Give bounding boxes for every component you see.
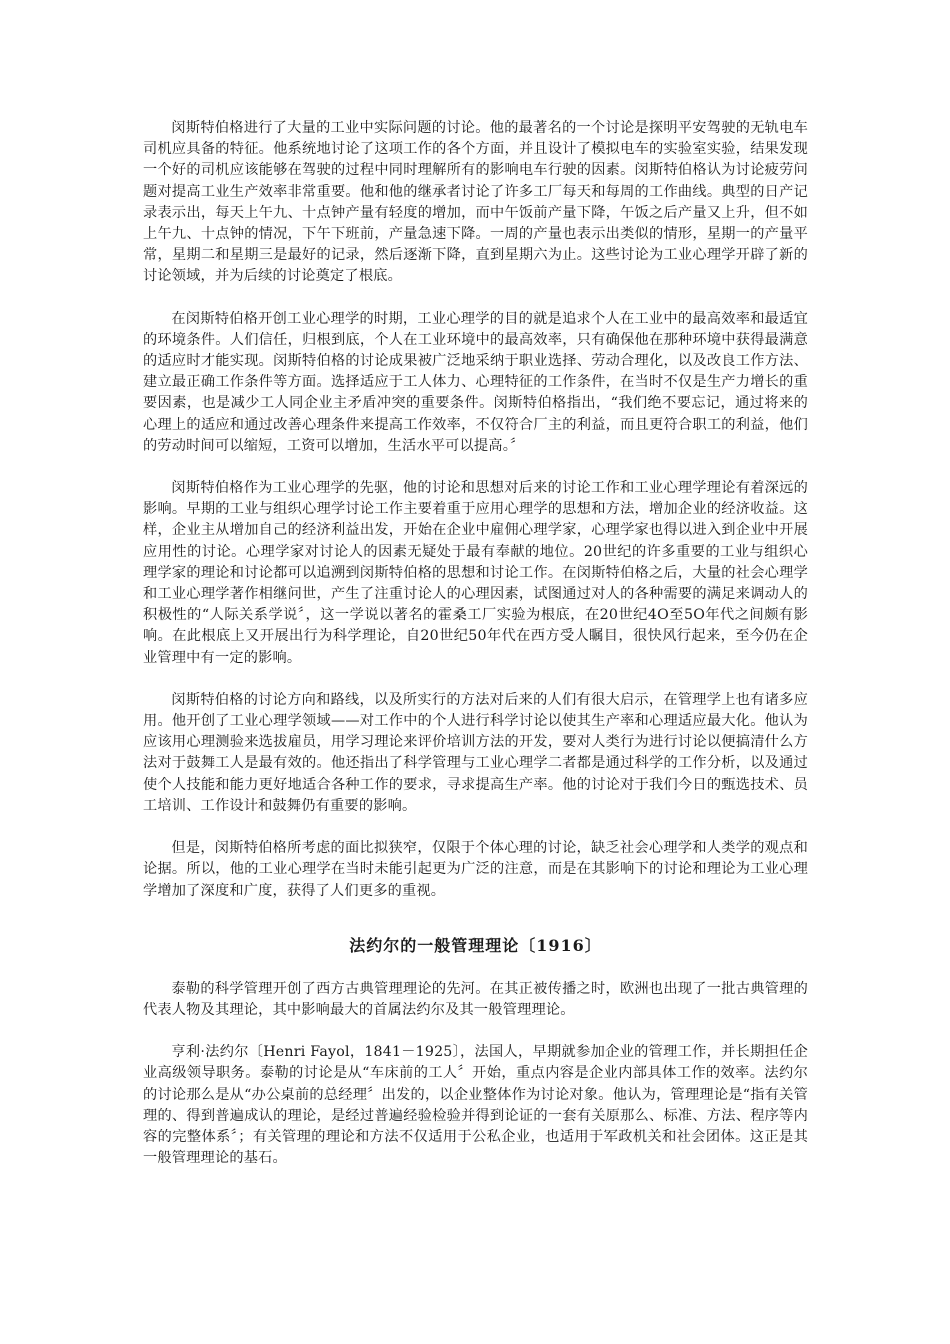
paragraph-spacer xyxy=(143,817,808,838)
paragraph-limitations: 但是，闵斯特伯格所考虑的面比拟狭窄，仅限于个体心理的讨论，缺乏社会心理学和人类学的观点和论据。所以，他的工业心理学在当时未能引起更为广泛的注意，而是在其影响下的讨论和理论为工业心理学增加了深度和广度，获得了人们更多的重视。 xyxy=(143,840,808,899)
paragraph-munsterberg-research: 闵斯特伯格进行了大量的工业中实际问题的讨论。他的最著名的一个讨论是探明平安驾驶的无轨电车司机应具备的特征。他系统地讨论了这项工作的各个方面，并且设计了模拟电车的实验室实验，结果发现一个好的司机应该能够在驾驶的过程中同时理解所有的影响电车行驶的因素。闵斯特伯格认为讨论疲劳问题对提高工业生产效率非常重要。他和他的继承者讨论了许多工厂每天和每周的工作曲线。典型的日产记录表示出，每天上午九、十点钟产量有轻度的增加，而中午饭前产量下降，午饭之后产量又上升，但不如上午九、十点钟的情况，下午下班前，产量急速下降。一周的产量也表示出类似的情形，星期一的产量平常，星期二和星期三是最好的记录，然后逐渐下降，直到星期六为止。这些讨论为工业心理学开辟了新的讨论领域，并为后续的讨论奠定了根底。 xyxy=(143,120,808,285)
paragraph-taylor-intro: 泰勒的科学管理开创了西方古典管理理论的先河。在其正被传播之时，欧洲也出现了一批古典管理的代表人物及其理论，其中影响最大的首属法约尔及其一般管理理论。 xyxy=(143,980,808,1018)
paragraph-research-direction: 闵斯特伯格的讨论方向和路线，以及所实行的方法对后来的人们有很大启示，在管理学上也有诸多应用。他开创了工业心理学领域——对工作中的个人进行科学讨论以使其生产率和心理适应最大化。他认为应该用心理测验来选拔雇员，用学习理论来评价培训方法的开发，要对人类行为进行讨论以便搞清什么方法对于鼓舞工人是最有效的。他还指出了科学管理与工业心理学二者都是通过科学的工作分析，以及通过使个人技能和能力更好地适合各种工作的要求，寻求提高生产率。他的讨论对于我们今日的甄选技术、员工培训、工作设计和鼓舞仍有重要的影响。 xyxy=(143,691,808,814)
paragraph-spacer xyxy=(143,669,808,690)
paragraph-spacer xyxy=(143,288,808,309)
paragraph-spacer xyxy=(143,902,808,935)
paragraph-spacer xyxy=(143,957,808,979)
paragraph-spacer xyxy=(143,457,808,478)
paragraph-munsterberg-influence: 闵斯特伯格作为工业心理学的先驱，他的讨论和思想对后来的讨论工作和工业心理学理论有着深远的影响。早期的工业与组织心理学讨论工作主要着重于应用心理学的思想和方法，增加企业的经济收益。这样，企业主从增加自己的经济利益出发，开始在企业中雇佣心理学家，心理学家也得以进入到企业中开展应用性的讨论。心理学家对讨论人的因素无疑处于最有奉献的地位。20世纪的许多重要的工业与组织心理学家的理论和讨论都可以追溯到闵斯特伯格的思想和讨论工作。在闵斯特伯格之后，大量的社会心理学和工业心理学著作相继问世，产生了注重讨论人的心理因素，试图通过对人的各种需要的满足来调动人的积极性的“人际关系学说〞，这一学说以著名的霍桑工厂实验为根底，在20世纪4O至5O年代之间颇有影响。在此根底上又开展出行为科学理论，自20世纪50年代在西方受人瞩目，很快风行起来，至今仍在企业管理中有一定的影响。 xyxy=(143,480,808,666)
paragraph-spacer xyxy=(143,1021,808,1042)
document-page xyxy=(143,118,808,1169)
paragraph-industrial-psychology-goal: 在闵斯特伯格开创工业心理学的时期，工业心理学的目的就是追求个人在工业中的最高效率和最适宜的环境条件。人们信任，归根到底，个人在工业环境中的最高效率，只有确保他在那种环境中获得最满意的适应时才能实现。闵斯特伯格的讨论成果被广泛地采纳于职业选择、劳动合理化，以及改良工作方法、建立最正确工作条件等方面。选择适应于工人体力、心理特征的工作条件，在当时不仅是生产力增长的重要因素，也是减少工人同企业主矛盾冲突的重要条件。闵斯特伯格指出，“我们绝不要忘记，通过将来的心理上的适应和通过改善心理条件来提高工作效率，不仅符合厂主的利益，而且更符合职工的利益，他们的劳动时间可以缩短，工资可以增加，生活水平可以提高。〞 xyxy=(143,310,808,454)
paragraph-fayol-bio: 亨利·法约尔〔Henri Fayol，1841－1925〕，法国人，早期就参加企业的管理工作，并长期担任企业高级领导职务。泰勒的讨论是从“车床前的工人〞开始，重点内容是企业内部具体工作的效率。法约尔的讨论那么是从“办公桌前的总经理〞出发的，以企业整体作为讨论对象。他认为，管理理论是“指有关管理的、得到普遍成认的理论，是经过普遍经验检验并得到论证的一套有关原那么、标准、方法、程序等内容的完整体系〞；有关管理的理论和方法不仅适用于公私企业，也适用于军政机关和社会团体。这正是其一般管理理论的基石。 xyxy=(143,1044,808,1167)
section-heading: 法约尔的一般管理理论〔1916〕 xyxy=(349,935,602,955)
